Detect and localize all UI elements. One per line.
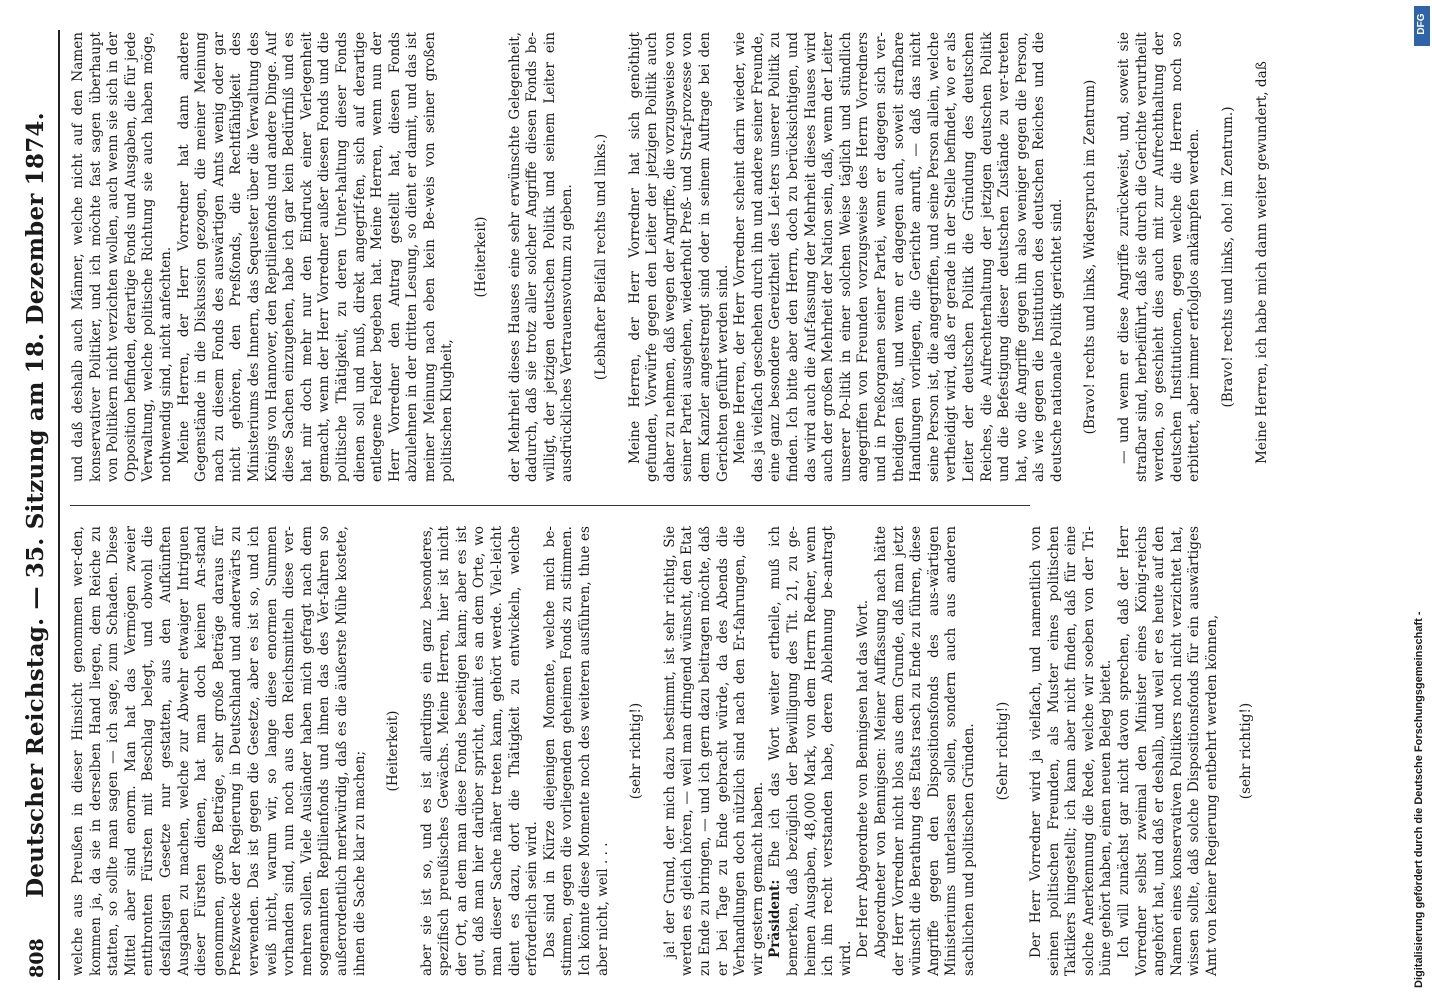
paragraph-text: Ehe ich das Wort weiter ertheile, muß ich bemerken, daß bezüglich der Bewilligung des Tit. 21, zu ge-heimen Ausgaben, 48,000 Mark, von dem Herrn Redner, wenn ich ihn recht verstanden habe, deren Ablehnung be-antragt wird.	[767, 526, 854, 976]
paragraph-text: und daß deshalb auch Männer, welche nicht auf den Namen konservativer Politiker, und ich möchte fast sagen überhaupt von Politikern nicht verzichten wollen, auch wenn sie sich in der Opposition befinden, derartige Fonds und Ausgaben, die für jede Verwaltung, welche politische Richtung sie auch haben möge, nothwendig sind, nicht anfechten.	[70, 32, 174, 482]
paragraph-text: welche aus Preußen in dieser Hinsicht genommen wer-den, kommen ja, da sie in derselben Hand liegen, dem Reiche zu statten, so sollte man sagen — ich sage, zum Schaden. Diese Mittel aber sind enorm. Man hat das Vermögen zweier entthronten Fürsten mit Beschlag belegt, und obwohl die desfallsigen Gesetze nur gestatten, aus den Aufkünften Ausgaben zu machen, welche zur Abwehr etwaiger Intriguen dieser Fürsten dienen, hat man doch keinen An-stand genommen, große Beträge, sehr große Beträge daraus für Preßzwecke der Regierung in Deutschland und anderwärts zu verwenden. Das ist gegen die Gesetze, aber es ist so, und ich weiß nicht, warum wir, so lange diese enormen Summen vorhanden sind, nun noch aus den Reichsmitteln diese ver-mehren sollen. Viele Ausländer haben mich gefragt nach dem sogenannten Reptilienfonds und ihnen das des Ver-fahren so außerordentlich merkwürdig, daß es die äußerste Mühe kostete, ihnen die Sache klar zu machen;	[70, 526, 368, 976]
left-column	[70, 526, 1271, 976]
paragraph-text: Abgeordneter von Bennigsen: Meiner Auffassung nach hätte der Herr Vorredner nicht blos aus dem Grunde, daß man jetzt wünscht die Berathung des Etats rasch zu Ende zu führen, diese Angriffe gegen den Dispositionsfonds des aus-wärtigen Ministeriums unterlassen sollen, sondern auch aus anderen sachlichen und politischen Gründen.	[872, 526, 977, 976]
paragraph-text: Das sind in Kürze diejenigen Momente, welche mich be-stimmen, gegen die vorliegenden geheimen Fonds zu stimmen. Ich könnte diese Momente noch des weiteren ausführen, thue es aber nicht, weil . . .	[541, 526, 611, 976]
paragraph-text: (Heiterkeit)	[385, 710, 402, 792]
stage-direction	[995, 526, 1013, 976]
stage-direction	[473, 32, 491, 482]
paragraph	[176, 32, 458, 482]
paragraph	[1254, 32, 1272, 482]
paragraph	[1116, 32, 1204, 482]
paragraph-text: (Bravo! rechts und links, Widerspruch im Zentrum)	[1082, 79, 1099, 435]
stage-direction	[1238, 526, 1256, 976]
stage-direction	[385, 526, 403, 976]
page-number: 808	[26, 938, 48, 978]
paragraph	[873, 526, 979, 976]
paragraph-text: ja! der Grund, der mich dazu bestimmt, ist sehr richtig, Sie werden es gleich hören, — weil man dringend wünscht, den Etat zu Ende zu bringen, — und ich gern dazu beitragen möchte, daß er bei Tage zu Ende gebracht würde, da des Abends die Verhandlungen doch nützlich sind nach den Er-fahrungen, die wir gestern gemacht haben.	[661, 526, 766, 976]
dfg-logo	[1414, 6, 1430, 46]
stage-direction	[1082, 32, 1100, 482]
digitization-credit-strip	[1413, 0, 1431, 1000]
paragraph	[1028, 526, 1116, 976]
dfg-logo-text: DFG	[1416, 13, 1427, 35]
paragraph-text: Der Herr Vorredner wird ja vielfach, und namentlich von seinen politischen Freunden, als Muster eines politischen Taktikers hingestellt; ich kann aber nicht finden, daß für eine solche Anerkennung die Rede, welche wir soeben von der Tri-büne gehört haben, einen neuen Beleg bietet.	[1028, 526, 1115, 976]
paragraph	[855, 526, 873, 976]
rotated-page-content	[8, 14, 1400, 994]
paragraph	[767, 526, 855, 976]
paragraph-text: (Sehr richtig!)	[994, 701, 1011, 801]
paragraph-text: Meine Herren, der Herr Vorredner scheint darin wieder, wie das ja vielfach geschehen durch ihn und andere seiner Freunde, eine ganz besondere Gereiztheit des Lei-ters unserer Politik zu finden. Ich bitte aber den Herrn, doch zu berücksichtigen, und das wird auch die Auf-fassung der Mehrheit dieses Hauses wird auch der großen Mehrheit der Nation sein, daß, wenn der Leiter unserer Po-litik in einer solchen Weise täglich und stündlich angegriffen von Freunden vorzugsweise des Herrn Vorredners und in Preßorganen seiner Partei, wenn er dagegen sich ver-theidigen läßt, und wenn er dagegen auch, soweit strafbare Handlungen vorliegen, die Gerichte anruft, — daß das nicht seine Person ist, die angegriffen, und seine Person allein, welche vertheidigt wird, daß er gerade in der Stelle befindet, wo er als Leiter der deutschen Politik die Gründung des deutschen Reiches, die Aufrechterhaltung der jetzigen deutschen Politik und die Befestigung dieser deutschen Zustände zu ver-treten hat, wo die Angriffe gegen ihn also weniger gegen die Person, als wie gegen die Institution des deutschen Reiches und die deutsche nationale Politik gerichtet sind.	[732, 32, 1065, 482]
stage-direction	[1220, 32, 1238, 482]
digitization-credit: Digitalisierung gefördert durch die Deutsche Forschungsgemeinschaft -	[1413, 611, 1425, 988]
paragraph	[662, 526, 768, 976]
page-header	[18, 30, 60, 980]
paragraph	[732, 32, 1066, 482]
paragraph-text: (sehr richtig!)	[1237, 702, 1254, 800]
paragraph-text: Der Herr Abgeordnete von Bennigsen hat das Wort.	[855, 599, 872, 958]
stage-direction	[628, 526, 646, 976]
right-column	[70, 32, 1271, 482]
paragraph-continued	[70, 32, 176, 482]
paragraph-text: Meine Herren, der Herr Vorredner hat dann andere Gegenstände in die Diskussion gezogen, die meiner Meinung nach zu diesem Fonds des auswärtigen Amts wenig oder gar nicht gehören, den Preßfonds, die Rechtfähigkeit des Ministeriums des Innern, das Sequester über die Verwaltung des Königs von Hannover, den Reptilienfonds und andere Dinge. Auf diese Sachen einzugehen, habe ich gar kein Bedürfniß und es hat mir doch mehr nur den Eindruck einer Verlegenheit gemacht, wenn der Herr Vorredner außer diesen Fonds und die politische Thätigkeit, zu deren Unter-haltung dieser Fonds dienen soll und muß, direkt angegrif-fen, sich auf derartige entlegene Felder begeben hat. Meine Herren, wenn nun der Herr Vorredner den Antrag gestellt hat, diesen Fonds abzulehnen in der dritten Lesung, so dient er damit, und das ist meiner Meinung nach eben kein Be-weis von seiner großen politischen Klugheit,	[175, 32, 456, 482]
paragraph-text: (sehr richtig!)	[628, 702, 645, 800]
text-columns	[70, 32, 1270, 976]
running-title: Deutscher Reichstag. — 35. Sitzung am 18. Dezember 1874.	[22, 112, 49, 898]
paragraph-text: (Heiterkeit)	[473, 216, 490, 298]
paragraph	[1116, 526, 1222, 976]
paragraph	[627, 32, 733, 482]
stage-direction	[593, 32, 611, 482]
paragraph-text: der Mehrheit dieses Hauses eine sehr erwünschte Gelegenheit, dadurch, daß sie trotz aller solcher Angriffe diesen Fonds be-willigt, der jetzigen deutschen Politik und seinem Leiter ein ausdrückliches Vertrauensvotum zu geben.	[506, 32, 576, 482]
paragraph-continued	[419, 526, 542, 976]
paragraph-text: (Bravo! rechts und links, oho! im Zentrum.)	[1220, 106, 1237, 408]
column-divider	[70, 505, 1030, 506]
paragraph-continued	[70, 526, 369, 976]
paragraph-text: — und wenn er diese Angriffe zurückweist, und, soweit sie strafbar sind, herbeiführt, daß sie durch die Gerichte verurtheilt werden, so geschieht dies auch mit zur Aufrechthaltung der deutschen Institutionen, gegen welche die Herren noch so erbittert, aber immer erfolglos ankämpfen werden.	[1116, 32, 1203, 482]
paragraph-text: aber sie ist so, und es ist allerdings ein ganz besonderes, spezifisch preußisches Gewächs. Meine Herren, hier ist nicht der Ort, an dem man diese Fonds beseitigen kann; aber es ist gut, daß man hier darüber spricht, damit es an dem Orte, wo man dieser Sache näher treten kann, gehört werde. Viel-leicht dient es dazu, dort die Thätigkeit zu entwickeln, welche erforderlich sein wird.	[418, 526, 541, 976]
paragraph-text: Meine Herren, der Herr Vorredner hat sich genöthigt gefunden, Vorwürfe gegen den Leiter der jetzigen Politik auch daher zu nehmen, daß wegen der Angriffe, die vorzugsweise von seiner Partei ausgehen, wiederholt Preß- und Straf-prozesse von dem Kanzler angestrengt sind oder in seinem Auftrage bei den Gerichten geführt werden sind.	[626, 32, 731, 482]
speaker-label: Präsident:	[767, 879, 784, 958]
paragraph-text: Meine Herren, ich habe mich dann weiter gewundert, daß	[1253, 61, 1270, 464]
paragraph-text: Ich will zunächst gar nicht davon sprechen, daß der Herr Vorredner selbst zweimal den Minister eines König-reichs angehört hat, und daß er deshalb, und weil er es heute auf den Namen eines konservativen Politikers noch nicht verzichtet hat, wissen sollte, daß solche Dispositionsfonds für ein auswärtiges Amt von keiner Regierung entbehrt werden können,	[1116, 526, 1221, 976]
paragraph-continued	[507, 32, 577, 482]
paragraph-text: (Lebhafter Beifall rechts und links.)	[593, 133, 610, 381]
paragraph	[542, 526, 612, 976]
